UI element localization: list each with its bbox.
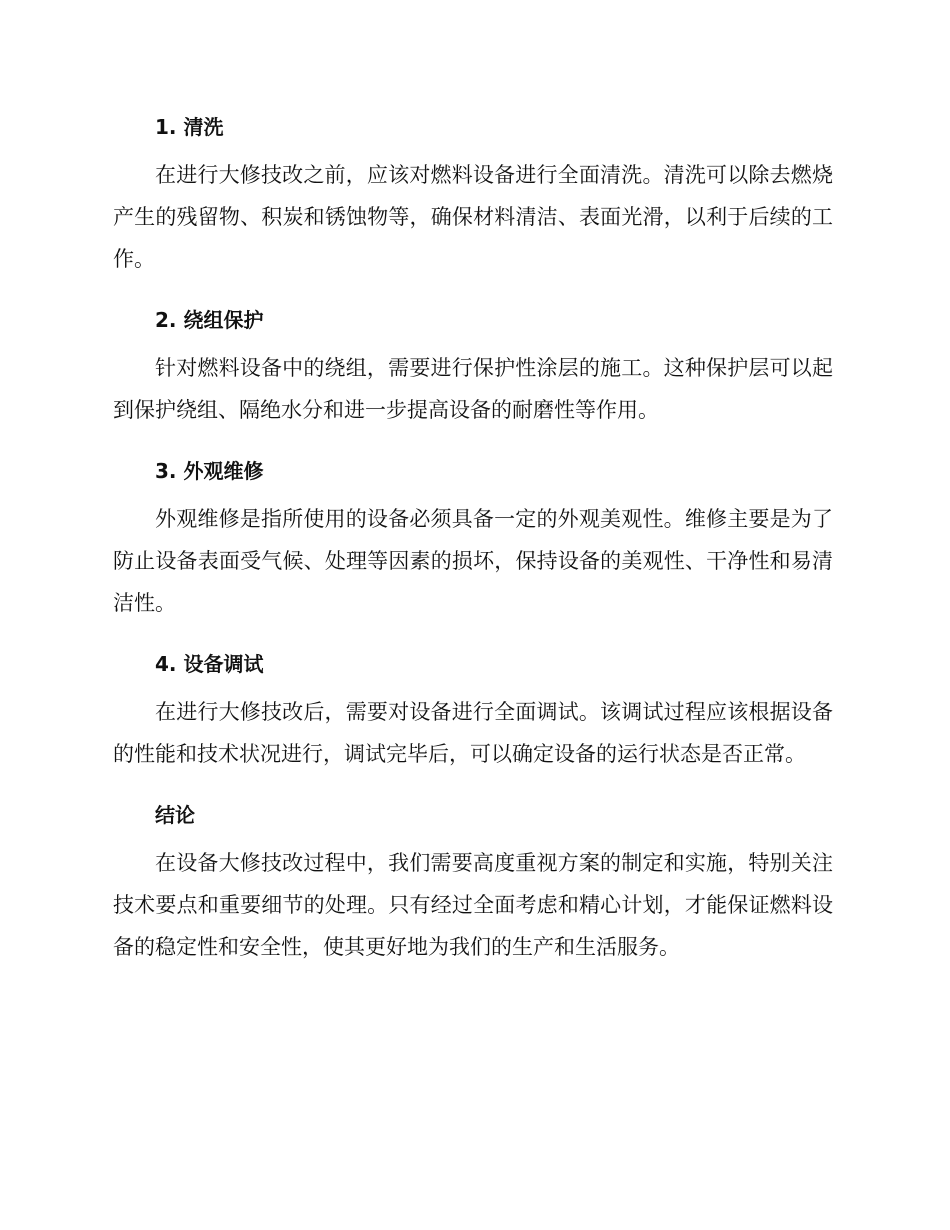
section-paragraph: 针对燃料设备中的绕组，需要进行保护性涂层的施工。这种保护层可以起到保护绕组、隔绝水分和进一步提高设备的耐磨性等作用。 (113, 356, 833, 422)
section-cleaning (113, 106, 833, 280)
section-paragraph: 外观维修是指所使用的设备必须具备一定的外观美观性。维修主要是为了防止设备表面受气候、处理等因素的损坏，保持设备的美观性、干净性和易清洁性。 (113, 507, 833, 615)
section-heading: 2. 绕组保护 (155, 308, 264, 332)
section-heading: 结论 (155, 803, 195, 827)
section-heading: 4. 设备调试 (155, 652, 264, 676)
section-paragraph: 在进行大修技改后，需要对设备进行全面调试。该调试过程应该根据设备的性能和技术状况进行，调试完毕后，可以确定设备的运行状态是否正常。 (113, 700, 833, 766)
section-conclusion (113, 794, 833, 968)
section-heading: 3. 外观维修 (155, 459, 264, 483)
section-equipment-commissioning (113, 643, 833, 775)
section-winding-protection (113, 299, 833, 431)
section-paragraph: 在设备大修技改过程中，我们需要高度重视方案的制定和实施，特别关注技术要点和重要细节的处理。只有经过全面考虑和精心计划，才能保证燃料设备的稳定性和安全性，使其更好地为我们的生产和生活服务。 (113, 851, 833, 959)
section-paragraph: 在进行大修技改之前，应该对燃料设备进行全面清洗。清洗可以除去燃烧产生的残留物、积炭和锈蚀物等，确保材料清洁、表面光滑，以利于后续的工作。 (113, 163, 833, 271)
section-heading: 1. 清洗 (155, 115, 224, 139)
document-body (113, 106, 833, 987)
section-appearance-repair (113, 450, 833, 624)
